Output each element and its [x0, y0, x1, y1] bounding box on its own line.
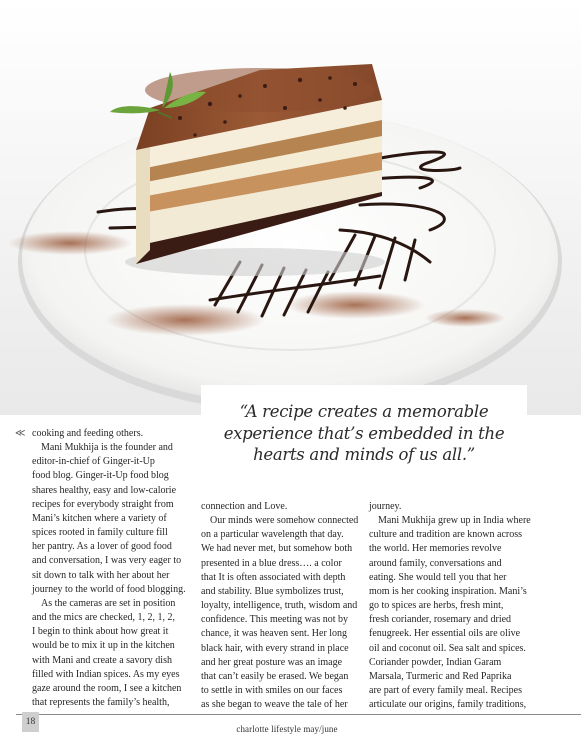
article-line: and stability. Blue symbolizes trust,: [201, 585, 344, 597]
article-line: cooking and feeding others.: [32, 428, 144, 439]
article-line: her pantry. As a lover of good food: [32, 541, 172, 553]
article-line: Our minds were somehow connected: [210, 515, 359, 527]
article-line: as she began to weave the tale of her: [201, 699, 348, 711]
article-line: journey to the world of food blogging.: [32, 583, 186, 595]
article-line: gaze around the room, I see a kitchen: [32, 682, 182, 694]
article-line: Coriander powder, Indian Garam: [369, 656, 502, 668]
page-number: 18: [22, 712, 39, 732]
footer-publication: charlotte lifestyle may/june: [236, 724, 338, 734]
pull-quote-line: hearts and minds of us all.”: [253, 445, 475, 464]
article-line: I begin to think about how great it: [32, 626, 169, 638]
pull-quote-line: experience that’s embedded in the: [223, 423, 505, 443]
article-line: journey.: [369, 501, 402, 512]
footer-rule: [16, 714, 581, 715]
article-line: and her great posture was an image: [201, 656, 343, 668]
article-line: and the mics are checked, 1, 2, 1, 2,: [32, 612, 176, 624]
article-line: that It is often associated with depth: [201, 571, 346, 583]
article-line: filled with Indian spices. As my eyes: [32, 668, 180, 680]
article-line: Mani Mukhija grew up in India where: [378, 515, 531, 527]
article-line: that can’t easily be erased. We began: [201, 670, 349, 682]
article-line: are part of every family meal. Recipes: [369, 685, 522, 697]
article-line: eating. She would tell you that her: [369, 571, 507, 583]
article-line: spices rooted in family culture fill: [32, 527, 168, 539]
article-line: mom is her cooking inspiration. Mani’s: [369, 585, 527, 597]
article-line: around family, conversations and: [369, 557, 502, 569]
article-line: Mani’s kitchen where a variety of: [32, 512, 167, 524]
article-line: confidence. This meeting was not by: [201, 614, 349, 626]
article-line: with Mani and create a savory dish: [32, 654, 172, 666]
pull-quote-line: “A recipe creates a memorable: [239, 402, 489, 421]
article-line: the world. Her memories revolve: [369, 543, 502, 555]
article-line: As the cameras are set in position: [41, 597, 176, 609]
article-column-3: [369, 500, 534, 712]
article-line: food blog. Ginger-it-Up food blog: [32, 470, 169, 482]
pull-quote: [201, 401, 527, 466]
article-line: sit down to talk with her about her: [32, 569, 170, 581]
article-line: fenugreek. Her essential oils are olive: [369, 628, 521, 640]
article-line: culture and tradition are known across: [369, 529, 523, 541]
article-line: on a particular wavelength that day.: [201, 529, 344, 541]
article-line: Marsala, Turmeric and Red Paprika: [369, 670, 512, 682]
article-line: connection and Love.: [201, 501, 288, 512]
article-column-2: [201, 500, 361, 712]
article-line: would be to mix it up in the kitchen: [32, 640, 175, 652]
pull-quote-box: [201, 385, 527, 480]
article-line: chance, it was heaven sent. Her long: [201, 628, 348, 640]
article-line: fresh coriander, rosemary and dried: [369, 614, 512, 626]
article-line: shares healthy, easy and low-calorie: [32, 484, 177, 496]
article-line: black hair, with every strand in place: [201, 642, 349, 654]
article-line: Mani Mukhija is the founder and: [41, 442, 173, 454]
article-line: presented in a blue dress…. a color: [201, 557, 342, 569]
double-chevron-left-icon: ≪: [15, 428, 26, 439]
article-column-1: [32, 427, 202, 710]
article-line: We had never met, but somehow both: [201, 543, 353, 555]
article-line: editor-in-chief of Ginger-it-Up: [32, 456, 155, 468]
article-line: oil and coconut oil. Sea salt and spices.: [369, 642, 526, 654]
article-line: articulate our origins, family traditions,: [369, 699, 527, 711]
article-line: loyalty, intelligence, truth, wisdom and: [201, 600, 358, 612]
article-line: recipes for everybody straight from: [32, 498, 174, 510]
article-line: go to spices are herbs, fresh mint,: [369, 600, 504, 612]
article-line: that represents the family’s health,: [32, 696, 170, 708]
article-line: to settle in with smiles on our faces: [201, 685, 343, 697]
article-line: and conversation, I was very eager to: [32, 555, 182, 567]
